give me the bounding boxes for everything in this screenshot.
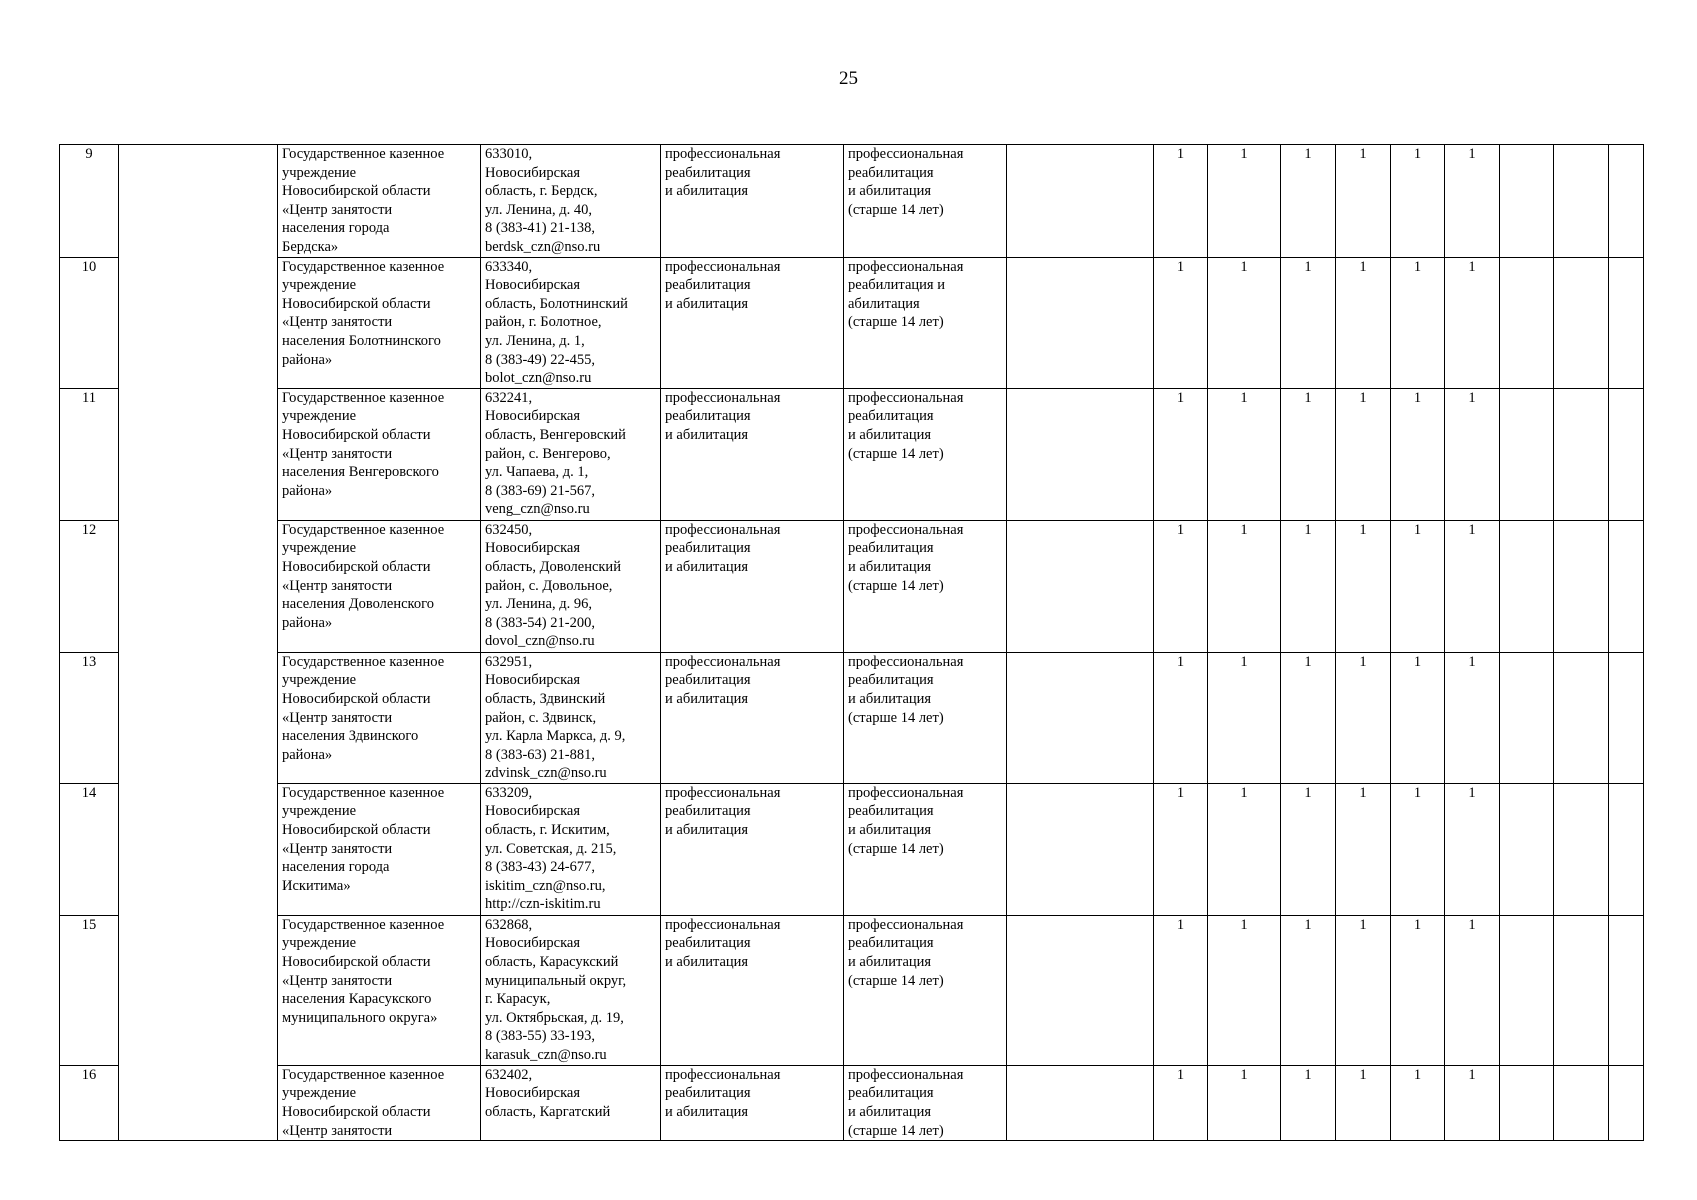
count-cell: 1: [1445, 915, 1500, 1065]
service-type: профессиональная реабилитация и абилитация: [661, 783, 844, 915]
page-number: 25: [839, 68, 858, 89]
count-cell: 1: [1336, 388, 1391, 520]
organization-name: Государственное казенное учреждение Новосибирской области «Центр занятости населения Здвинского района»: [278, 652, 481, 783]
organization-address: 632450, Новосибирская область, Доволенский район, с. Довольное, ул. Ленина, д. 96, 8 (383-54) 21-200, dovol_czn@nso.ru: [481, 520, 661, 652]
empty-merged-cell: [119, 145, 278, 1141]
empty-cell: [1007, 783, 1154, 915]
count-cell: 1: [1154, 1065, 1208, 1140]
empty-cell: [1007, 652, 1154, 783]
count-cell: 1: [1281, 145, 1336, 258]
count-cell: 1: [1391, 652, 1445, 783]
row-number: 11: [60, 388, 119, 520]
organization-name: Государственное казенное учреждение Новосибирской области «Центр занятости населения города Бердска»: [278, 145, 481, 258]
empty-cell: [1007, 915, 1154, 1065]
empty-cell: [1500, 652, 1554, 783]
empty-cell: [1500, 145, 1554, 258]
empty-cell: [1609, 652, 1644, 783]
data-table: [59, 144, 1644, 1141]
target-group: профессиональная реабилитация и абилитация (старше 14 лет): [844, 783, 1007, 915]
empty-cell: [1554, 388, 1609, 520]
row-number: 12: [60, 520, 119, 652]
empty-cell: [1554, 783, 1609, 915]
organization-address: 632951, Новосибирская область, Здвинский район, с. Здвинск, ул. Карла Маркса, д. 9, 8 (383-63) 21-881, zdvinsk_czn@nso.ru: [481, 652, 661, 783]
count-cell: 1: [1336, 257, 1391, 388]
count-cell: 1: [1445, 783, 1500, 915]
count-cell: 1: [1281, 257, 1336, 388]
empty-cell: [1007, 388, 1154, 520]
count-cell: 1: [1445, 145, 1500, 258]
count-cell: 1: [1154, 145, 1208, 258]
count-cell: 1: [1208, 520, 1281, 652]
count-cell: 1: [1208, 652, 1281, 783]
organization-name: Государственное казенное учреждение Новосибирской области «Центр занятости населения Доволенского района»: [278, 520, 481, 652]
count-cell: 1: [1208, 1065, 1281, 1140]
count-cell: 1: [1208, 257, 1281, 388]
service-type: профессиональная реабилитация и абилитация: [661, 388, 844, 520]
count-cell: 1: [1154, 915, 1208, 1065]
empty-cell: [1500, 257, 1554, 388]
organization-address: 632402, Новосибирская область, Каргатский: [481, 1065, 661, 1140]
count-cell: 1: [1208, 145, 1281, 258]
empty-cell: [1609, 257, 1644, 388]
count-cell: 1: [1154, 783, 1208, 915]
organization-address: 633340, Новосибирская область, Болотнинский район, г. Болотное, ул. Ленина, д. 1, 8 (383-49) 22-455, bolot_czn@nso.ru: [481, 257, 661, 388]
row-number: 10: [60, 257, 119, 388]
count-cell: 1: [1336, 652, 1391, 783]
empty-cell: [1554, 257, 1609, 388]
empty-cell: [1500, 520, 1554, 652]
service-type: профессиональная реабилитация и абилитация: [661, 145, 844, 258]
count-cell: 1: [1281, 915, 1336, 1065]
empty-cell: [1609, 520, 1644, 652]
table-row: [60, 1065, 1644, 1140]
count-cell: 1: [1391, 783, 1445, 915]
empty-cell: [1609, 145, 1644, 258]
count-cell: 1: [1445, 1065, 1500, 1140]
empty-cell: [1609, 915, 1644, 1065]
service-type: профессиональная реабилитация и абилитация: [661, 915, 844, 1065]
count-cell: 1: [1391, 257, 1445, 388]
empty-cell: [1554, 1065, 1609, 1140]
table-row: [60, 915, 1644, 1065]
row-number: 14: [60, 783, 119, 915]
target-group: профессиональная реабилитация и абилитация (старше 14 лет): [844, 652, 1007, 783]
count-cell: 1: [1391, 520, 1445, 652]
count-cell: 1: [1391, 915, 1445, 1065]
organization-name: Государственное казенное учреждение Новосибирской области «Центр занятости населения Болотнинского района»: [278, 257, 481, 388]
count-cell: 1: [1336, 145, 1391, 258]
empty-cell: [1609, 388, 1644, 520]
count-cell: 1: [1336, 783, 1391, 915]
target-group: профессиональная реабилитация и абилитация (старше 14 лет): [844, 388, 1007, 520]
empty-cell: [1554, 652, 1609, 783]
table-row: [60, 520, 1644, 652]
empty-cell: [1500, 388, 1554, 520]
count-cell: 1: [1154, 388, 1208, 520]
count-cell: 1: [1154, 257, 1208, 388]
empty-cell: [1609, 1065, 1644, 1140]
count-cell: 1: [1391, 1065, 1445, 1140]
count-cell: 1: [1281, 388, 1336, 520]
row-number: 9: [60, 145, 119, 258]
count-cell: 1: [1208, 388, 1281, 520]
count-cell: 1: [1281, 1065, 1336, 1140]
count-cell: 1: [1445, 257, 1500, 388]
count-cell: 1: [1336, 915, 1391, 1065]
empty-cell: [1554, 145, 1609, 258]
service-type: профессиональная реабилитация и абилитация: [661, 652, 844, 783]
empty-cell: [1554, 915, 1609, 1065]
count-cell: 1: [1445, 388, 1500, 520]
empty-cell: [1007, 257, 1154, 388]
target-group: профессиональная реабилитация и абилитация (старше 14 лет): [844, 520, 1007, 652]
count-cell: 1: [1281, 520, 1336, 652]
empty-cell: [1007, 145, 1154, 258]
organization-name: Государственное казенное учреждение Новосибирской области «Центр занятости населения Венгеровского района»: [278, 388, 481, 520]
service-type: профессиональная реабилитация и абилитация: [661, 257, 844, 388]
table-row: [60, 388, 1644, 520]
organization-name: Государственное казенное учреждение Новосибирской области «Центр занятости населения Карасукского муниципального округа»: [278, 915, 481, 1065]
row-number: 16: [60, 1065, 119, 1140]
count-cell: 1: [1208, 783, 1281, 915]
count-cell: 1: [1154, 520, 1208, 652]
empty-cell: [1609, 783, 1644, 915]
count-cell: 1: [1281, 652, 1336, 783]
organization-name: Государственное казенное учреждение Новосибирской области «Центр занятости населения города Искитима»: [278, 783, 481, 915]
empty-cell: [1007, 1065, 1154, 1140]
count-cell: 1: [1336, 1065, 1391, 1140]
target-group: профессиональная реабилитация и абилитация (старше 14 лет): [844, 257, 1007, 388]
empty-cell: [1554, 520, 1609, 652]
organization-address: 633209, Новосибирская область, г. Искитим, ул. Советская, д. 215, 8 (383-43) 24-677, iskitim_czn@nso.ru, http://czn-iskitim.ru: [481, 783, 661, 915]
table-row: [60, 783, 1644, 915]
empty-cell: [1500, 1065, 1554, 1140]
target-group: профессиональная реабилитация и абилитация (старше 14 лет): [844, 145, 1007, 258]
target-group: профессиональная реабилитация и абилитация (старше 14 лет): [844, 1065, 1007, 1140]
row-number: 13: [60, 652, 119, 783]
table-row: [60, 145, 1644, 258]
row-number: 15: [60, 915, 119, 1065]
count-cell: 1: [1445, 652, 1500, 783]
count-cell: 1: [1391, 145, 1445, 258]
count-cell: 1: [1281, 783, 1336, 915]
service-type: профессиональная реабилитация и абилитация: [661, 1065, 844, 1140]
organization-name: Государственное казенное учреждение Новосибирской области «Центр занятости: [278, 1065, 481, 1140]
count-cell: 1: [1154, 652, 1208, 783]
organization-address: 632868, Новосибирская область, Карасукский муниципальный округ, г. Карасук, ул. Октябрьская, д. 19, 8 (383-55) 33-193, karasuk_czn@nso.ru: [481, 915, 661, 1065]
organization-address: 633010, Новосибирская область, г. Бердск, ул. Ленина, д. 40, 8 (383-41) 21-138, berdsk_czn@nso.ru: [481, 145, 661, 258]
empty-cell: [1007, 520, 1154, 652]
count-cell: 1: [1445, 520, 1500, 652]
table-row: [60, 652, 1644, 783]
count-cell: 1: [1336, 520, 1391, 652]
organization-address: 632241, Новосибирская область, Венгеровский район, с. Венгерово, ул. Чапаева, д. 1, 8 (383-69) 21-567, veng_czn@nso.ru: [481, 388, 661, 520]
count-cell: 1: [1208, 915, 1281, 1065]
count-cell: 1: [1391, 388, 1445, 520]
empty-cell: [1500, 915, 1554, 1065]
service-type: профессиональная реабилитация и абилитация: [661, 520, 844, 652]
target-group: профессиональная реабилитация и абилитация (старше 14 лет): [844, 915, 1007, 1065]
table-row: [60, 257, 1644, 388]
empty-cell: [1500, 783, 1554, 915]
